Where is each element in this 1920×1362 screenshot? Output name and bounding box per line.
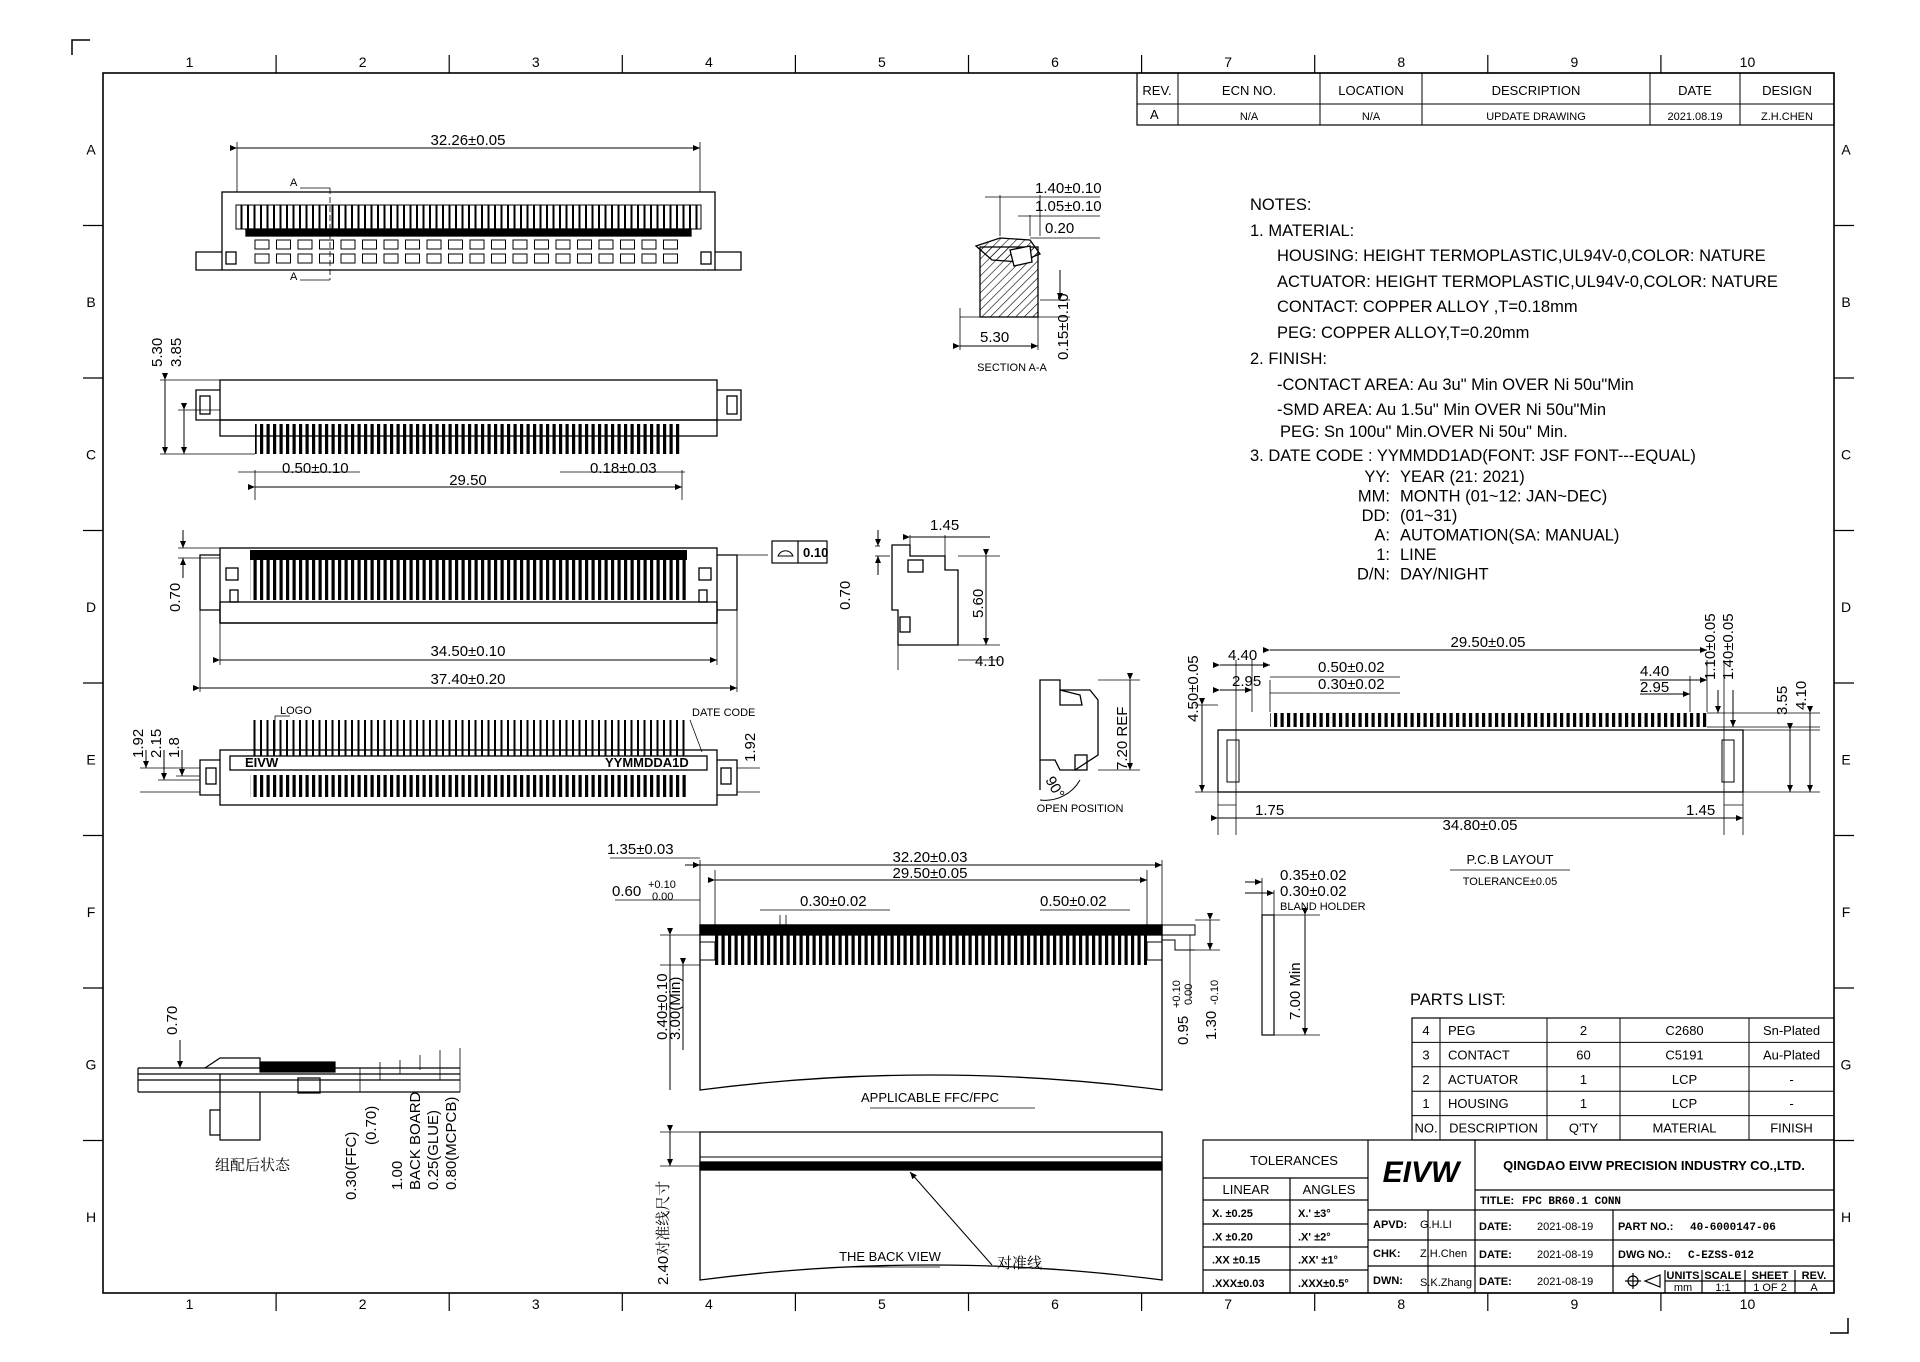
date-code-value: (01~31) bbox=[1400, 507, 1458, 525]
scale-label: SCALE bbox=[1704, 1270, 1742, 1282]
crop-mark-tl bbox=[72, 40, 90, 55]
parts-cell: C5191 bbox=[1665, 1047, 1704, 1063]
date-code-value: DAY/NIGHT bbox=[1400, 565, 1489, 584]
dim-pcb-110: 1.10±0.05 bbox=[1702, 613, 1719, 680]
dim-pcb-050: 0.50±0.02 bbox=[1318, 659, 1385, 676]
dim-ffc-060-upper: +0.10 bbox=[648, 879, 676, 891]
brand-marking: EIVW bbox=[245, 755, 279, 770]
row-label: H bbox=[85, 1208, 97, 1225]
tolerance-linear: .XX ±0.15 bbox=[1212, 1254, 1261, 1267]
parts-list-title: PARTS LIST: bbox=[1410, 991, 1506, 1009]
dim-ffc-130: 1.30 bbox=[1203, 1010, 1220, 1040]
part-no-label: PART NO.: bbox=[1618, 1221, 1674, 1233]
row-label: F bbox=[86, 903, 96, 920]
dim-pcb-410: 4.10 bbox=[1793, 680, 1810, 710]
dim-ffc-2950: 29.50±0.05 bbox=[892, 865, 968, 882]
parts-cell: 3 bbox=[1422, 1047, 1430, 1063]
date-code-key: MM: bbox=[1357, 487, 1390, 506]
row-label: C bbox=[85, 446, 97, 463]
parts-cell: 1 bbox=[1579, 1096, 1588, 1112]
dim-side-560: 5.60 bbox=[970, 588, 987, 618]
section-mark-a-top: A bbox=[290, 177, 298, 189]
chk-value: Z.H.Chen bbox=[1420, 1248, 1468, 1260]
parts-cell: PEG bbox=[1448, 1023, 1476, 1038]
dim-pcb-295r: 2.95 bbox=[1640, 679, 1670, 696]
note-peg: PEG: COPPER ALLOY,T=0.20mm bbox=[1277, 324, 1530, 342]
column-label: 2 bbox=[358, 1296, 367, 1312]
column-label: 5 bbox=[878, 1296, 886, 1312]
dim-sec-530: 5.30 bbox=[980, 329, 1010, 346]
dim-pitch: 0.50±0.10 bbox=[282, 460, 349, 477]
revision-table bbox=[1137, 73, 1834, 125]
dwn-value: S.K.Zhang bbox=[1420, 1277, 1472, 1289]
contacts-view bbox=[178, 530, 827, 692]
note-peg-finish: PEG: Sn 100u" Min.OVER Ni 50u" Min. bbox=[1280, 423, 1568, 441]
dim-mark-18: 1.8 bbox=[166, 737, 183, 758]
ffc-label: APPLICABLE FFC/FPC bbox=[861, 1090, 999, 1105]
date-code-marking: YYMMDDA1D bbox=[605, 755, 689, 770]
title-label: TITLE: bbox=[1480, 1195, 1515, 1207]
dim-asm-mcpcb: 0.80(MCPCB) bbox=[443, 1096, 460, 1190]
dim-ffc-030: 0.30±0.02 bbox=[800, 893, 867, 910]
dim-sec-105: 1.05±0.10 bbox=[1035, 198, 1102, 215]
date-code-label: DATE CODE bbox=[692, 707, 756, 719]
notes-title: NOTES: bbox=[1250, 196, 1312, 214]
note-1: 1. MATERIAL: bbox=[1250, 222, 1355, 240]
parts-cell: LCP bbox=[1671, 1071, 1698, 1087]
date-code-value: MONTH (01~12: JAN~DEC) bbox=[1400, 487, 1608, 506]
dim-top-width: 32.26±0.05 bbox=[430, 132, 506, 149]
parts-cell: 4 bbox=[1422, 1023, 1430, 1038]
alignment-line-label: 对准线 bbox=[997, 1255, 1043, 1272]
date-label-1: DATE: bbox=[1479, 1221, 1512, 1233]
scale-value: 1:1 bbox=[1715, 1282, 1731, 1294]
assembled-label: 组配后状态 bbox=[215, 1157, 291, 1174]
note-actuator: ACTUATOR: HEIGHT TERMOPLASTIC,UL94V-0,COLOR: NATURE bbox=[1277, 273, 1778, 291]
parts-cell: - bbox=[1789, 1071, 1794, 1087]
rev-header: REV. bbox=[1142, 83, 1172, 98]
date-code-key: YY: bbox=[1364, 468, 1390, 486]
dim-open-720: 7.20 REF bbox=[1114, 706, 1131, 770]
dim-sec-140: 1.40±0.10 bbox=[1035, 180, 1102, 197]
pcb-tolerance: TOLERANCE±0.05 bbox=[1462, 876, 1558, 888]
dim-span-2950: 29.50 bbox=[449, 472, 487, 489]
tolerance-linear: X. ±0.25 bbox=[1212, 1208, 1253, 1220]
dim-ffc-3220: 32.20±0.03 bbox=[892, 849, 968, 866]
company-logo: EIVW bbox=[1382, 1156, 1460, 1189]
ecn-header: ECN NO. bbox=[1221, 83, 1277, 98]
dwg-no-label: DWG NO.: bbox=[1618, 1249, 1672, 1261]
dim-sec-020: 0.20 bbox=[1045, 220, 1075, 237]
row-label: B bbox=[86, 293, 96, 310]
parts-cell: Q'TY bbox=[1568, 1120, 1599, 1136]
row-label: D bbox=[1840, 598, 1852, 615]
dim-ffc-130-lower: -0.10 bbox=[1209, 979, 1221, 1005]
dim-width-3740: 37.40±0.20 bbox=[430, 671, 506, 688]
rev-value: A bbox=[1150, 107, 1159, 122]
dim-ffc-060-lower: 0.00 bbox=[652, 891, 674, 903]
parts-cell: MATERIAL bbox=[1652, 1120, 1717, 1136]
rev-label: REV. bbox=[1801, 1270, 1827, 1282]
location-header: LOCATION bbox=[1338, 83, 1404, 98]
tolerances-label: TOLERANCES bbox=[1250, 1153, 1338, 1168]
parts-cell: Au-Plated bbox=[1762, 1047, 1821, 1063]
tolerance-linear: .X ±0.20 bbox=[1212, 1231, 1253, 1244]
dim-mark-215: 2.15 bbox=[148, 728, 165, 758]
parts-cell: CONTACT bbox=[1448, 1047, 1510, 1063]
note-smd-area: -SMD AREA: Au 1.5u" Min OVER Ni 50u"Min bbox=[1277, 401, 1607, 419]
design-value: Z.H.CHEN bbox=[1761, 111, 1813, 123]
tolerance-angle: .XX' ±1° bbox=[1298, 1254, 1338, 1267]
column-label: 8 bbox=[1397, 54, 1406, 70]
part-no-value: 40-6000147-06 bbox=[1690, 1222, 1776, 1234]
row-label: C bbox=[1840, 446, 1852, 463]
dim-asm-glue: 0.25(GLUE) bbox=[425, 1109, 442, 1190]
logo-label: LOGO bbox=[280, 705, 312, 717]
dwg-no-value: C-EZSS-012 bbox=[1688, 1250, 1755, 1262]
dim-side-070: 0.70 bbox=[167, 582, 184, 612]
dim-back-240: 2.40对准线尺寸 bbox=[655, 1180, 672, 1285]
rev-value-tb: A bbox=[1810, 1282, 1818, 1294]
column-label: 9 bbox=[1570, 1296, 1579, 1312]
description-header: DESCRIPTION bbox=[1491, 83, 1581, 98]
column-label: 3 bbox=[531, 54, 540, 70]
back-view-label: THE BACK VIEW bbox=[839, 1249, 941, 1264]
angles-label: ANGLES bbox=[1302, 1182, 1356, 1197]
dim-asm-070: 0.70 bbox=[164, 1005, 181, 1035]
dim-mark-192r: 1.92 bbox=[742, 732, 759, 762]
dim-mark-192: 1.92 bbox=[130, 728, 147, 758]
column-label: 5 bbox=[878, 54, 886, 70]
row-label: G bbox=[85, 1056, 97, 1073]
date-value-2: 2021-08-19 bbox=[1537, 1249, 1594, 1261]
dim-ffc-050: 0.50±0.02 bbox=[1040, 893, 1107, 910]
flatness-value: 0.10 bbox=[803, 545, 829, 560]
dim-pcb-355: 3.55 bbox=[1774, 685, 1791, 715]
date-value-3: 2021-08-19 bbox=[1537, 1276, 1594, 1288]
sheet-label: SHEET bbox=[1751, 1270, 1789, 1282]
column-label: 7 bbox=[1224, 54, 1233, 70]
parts-cell: LCP bbox=[1671, 1096, 1698, 1112]
note-3: 3. DATE CODE : YYMMDD1AD(FONT: JSF FONT---EQUAL) bbox=[1250, 447, 1696, 465]
note-contact: CONTACT: COPPER ALLOY ,T=0.18mm bbox=[1277, 298, 1578, 316]
date-code-legend bbox=[1357, 468, 1619, 584]
apvd-label: APVD: bbox=[1373, 1219, 1408, 1231]
dim-pcb-140: 1.40±0.05 bbox=[1720, 613, 1737, 680]
date-header: DATE bbox=[1678, 83, 1712, 98]
row-label: E bbox=[86, 751, 96, 768]
dim-side-145: 1.45 bbox=[930, 517, 960, 534]
date-code-key: DD: bbox=[1361, 507, 1390, 525]
column-label: 4 bbox=[704, 1296, 713, 1312]
parts-cell: 2 bbox=[1579, 1023, 1588, 1038]
linear-label: LINEAR bbox=[1222, 1182, 1270, 1197]
row-label: G bbox=[1840, 1056, 1852, 1073]
dim-lead-width: 0.18±0.03 bbox=[590, 460, 657, 477]
tolerance-angle: .XXX±0.5° bbox=[1298, 1277, 1349, 1290]
units-label: UNITS bbox=[1666, 1270, 1700, 1282]
parts-cell: Sn-Plated bbox=[1762, 1023, 1821, 1038]
blade-holder-label: BLAND HOLDER bbox=[1280, 901, 1366, 913]
row-label: D bbox=[85, 598, 97, 615]
dwn-label: DWN: bbox=[1373, 1275, 1403, 1287]
top-view bbox=[196, 142, 741, 280]
dim-pcb-295: 2.95 bbox=[1232, 673, 1262, 690]
parts-list-table bbox=[1412, 1018, 1834, 1140]
dim-pcb-2950: 29.50±0.05 bbox=[1450, 634, 1526, 651]
date-code-value: YEAR (21: 2021) bbox=[1400, 468, 1525, 486]
dim-pcb-3480: 34.80±0.05 bbox=[1442, 817, 1518, 834]
row-label: B bbox=[1841, 293, 1851, 310]
apvd-value: G.H.LI bbox=[1420, 1219, 1452, 1231]
dim-blade-700: 7.00 Min bbox=[1287, 962, 1304, 1020]
note-2: 2. FINISH: bbox=[1250, 350, 1328, 368]
dim-front-385: 3.85 bbox=[168, 337, 185, 367]
location-value: N/A bbox=[1361, 111, 1381, 123]
design-header: DESIGN bbox=[1762, 83, 1812, 98]
dim-sec-015: 0.15±0.10 bbox=[1055, 293, 1072, 360]
parts-cell: NO. bbox=[1414, 1120, 1438, 1136]
dim-ffc-300: 3.00(Min) bbox=[667, 976, 684, 1040]
dim-width-3450: 34.50±0.10 bbox=[430, 643, 506, 660]
dim-ffc-040: 0.40±0.10 bbox=[654, 973, 671, 1040]
ecn-value: N/A bbox=[1239, 111, 1259, 123]
dim-pcb-145: 1.45 bbox=[1686, 802, 1716, 819]
dim-ffc-135: 1.35±0.03 bbox=[607, 841, 674, 858]
dim-ffc-095-lower: 0.00 bbox=[1183, 983, 1195, 1005]
dim-asm-070b: (0.70) bbox=[363, 1105, 380, 1145]
dim-front-530: 5.30 bbox=[149, 337, 166, 367]
date-code-key: D/N: bbox=[1357, 565, 1390, 584]
crop-mark-br bbox=[1830, 1318, 1848, 1333]
dim-side-070b: 0.70 bbox=[837, 580, 854, 610]
row-label: H bbox=[1840, 1208, 1852, 1225]
section-label: SECTION A-A bbox=[977, 362, 1047, 374]
date-code-key: 1: bbox=[1376, 546, 1390, 564]
sheet-value: 1 OF 2 bbox=[1753, 1282, 1787, 1294]
dim-ffc-060: 0.60 bbox=[612, 883, 642, 900]
column-label: 2 bbox=[358, 54, 367, 70]
tolerance-angle: X.' ±3° bbox=[1298, 1208, 1331, 1220]
dim-pcb-440: 4.40 bbox=[1228, 647, 1258, 664]
dim-ffc-095: 0.95 bbox=[1175, 1015, 1192, 1045]
parts-cell: 1 bbox=[1422, 1096, 1430, 1112]
date-code-value: AUTOMATION(SA: MANUAL) bbox=[1400, 526, 1620, 545]
column-label: 1 bbox=[185, 1296, 194, 1312]
column-label: 10 bbox=[1739, 1296, 1756, 1312]
parts-cell: DESCRIPTION bbox=[1449, 1120, 1538, 1136]
notes-block bbox=[1250, 196, 1778, 584]
dim-pcb-450: 4.50±0.05 bbox=[1185, 655, 1202, 722]
column-label: 3 bbox=[531, 1296, 540, 1312]
dim-blade-035: 0.35±0.02 bbox=[1280, 867, 1347, 884]
parts-cell: 1 bbox=[1579, 1071, 1588, 1087]
tolerance-angle: .X' ±2° bbox=[1298, 1231, 1331, 1244]
parts-cell: ACTUATOR bbox=[1448, 1071, 1519, 1087]
dim-ffc-095-upper: +0.10 bbox=[1171, 980, 1183, 1008]
date-label-2: DATE: bbox=[1479, 1249, 1512, 1261]
row-label: F bbox=[1841, 903, 1851, 920]
parts-cell: FINISH bbox=[1770, 1120, 1813, 1136]
company-name: QINGDAO EIVW PRECISION INDUSTRY CO.,LTD. bbox=[1503, 1158, 1805, 1173]
units-value: mm bbox=[1673, 1282, 1693, 1294]
column-label: 8 bbox=[1397, 1296, 1406, 1312]
tolerance-linear: .XXX±0.03 bbox=[1212, 1277, 1265, 1290]
dim-asm-030: 0.30(FFC) bbox=[343, 1131, 360, 1200]
dim-blade-030: 0.30±0.02 bbox=[1280, 883, 1347, 900]
dim-pcb-030: 0.30±0.02 bbox=[1318, 676, 1385, 693]
dim-open-angle: 90° bbox=[1041, 773, 1068, 802]
column-label: 7 bbox=[1224, 1296, 1233, 1312]
column-label: 6 bbox=[1051, 1296, 1059, 1312]
dim-pcb-440r: 4.40 bbox=[1640, 663, 1670, 680]
chk-label: CHK: bbox=[1373, 1248, 1401, 1260]
column-label: 1 bbox=[185, 54, 194, 70]
parts-cell: 2 bbox=[1422, 1071, 1430, 1087]
parts-cell: C2680 bbox=[1665, 1023, 1704, 1038]
column-label: 4 bbox=[704, 54, 713, 70]
date-code-value: LINE bbox=[1400, 546, 1437, 564]
date-value: 2021.08.19 bbox=[1667, 111, 1723, 123]
section-a-a bbox=[960, 195, 1100, 350]
dim-asm-backboard: BACK BOARD bbox=[407, 1091, 424, 1190]
date-label-3: DATE: bbox=[1479, 1276, 1512, 1288]
parts-cell: HOUSING bbox=[1448, 1096, 1509, 1112]
dim-pcb-175: 1.75 bbox=[1255, 802, 1285, 819]
note-contact-area: -CONTACT AREA: Au 3u" Min OVER Ni 50u"Min bbox=[1277, 376, 1634, 394]
section-mark-a-bottom: A bbox=[290, 271, 298, 283]
date-code-key: A: bbox=[1374, 526, 1390, 545]
dim-asm-100: 1.00 bbox=[389, 1160, 406, 1190]
pcb-layout-title: P.C.B LAYOUT bbox=[1466, 852, 1554, 867]
open-position-label: OPEN POSITION bbox=[1036, 803, 1124, 815]
parts-cell: 60 bbox=[1576, 1047, 1591, 1063]
date-value-1: 2021-08-19 bbox=[1537, 1221, 1594, 1233]
dim-side-410: 4.10 bbox=[975, 653, 1005, 670]
parts-cell: - bbox=[1789, 1096, 1794, 1112]
note-housing: HOUSING: HEIGHT TERMOPLASTIC,UL94V-0,COLOR: NATURE bbox=[1277, 247, 1766, 265]
title-value: FPC BR60.1 CONN bbox=[1522, 1196, 1622, 1208]
description-value: UPDATE DRAWING bbox=[1486, 111, 1586, 123]
column-label: 10 bbox=[1739, 54, 1756, 70]
row-label: E bbox=[1841, 751, 1851, 768]
pcb-layout bbox=[1195, 650, 1820, 870]
column-label: 9 bbox=[1570, 54, 1579, 70]
row-label: A bbox=[86, 141, 96, 158]
row-label: A bbox=[1841, 141, 1851, 158]
column-label: 6 bbox=[1051, 54, 1059, 70]
ffc-view bbox=[610, 858, 1220, 1090]
